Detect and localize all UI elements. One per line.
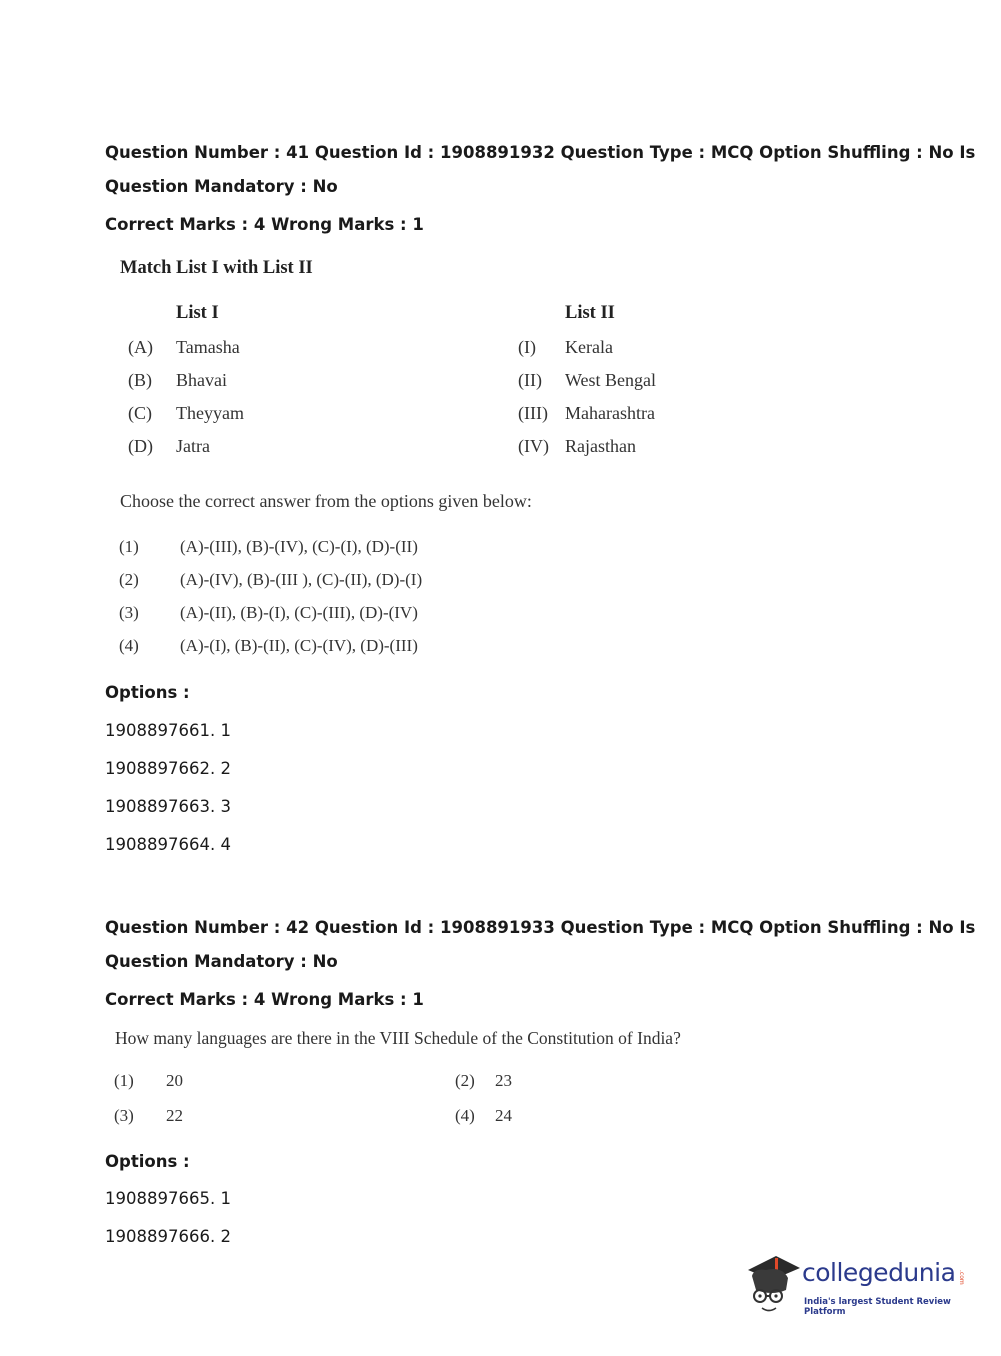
mascot-icon (742, 1250, 802, 1320)
collegedunia-logo[interactable] (742, 1250, 972, 1320)
list1-label: (D) (128, 436, 153, 456)
choice-number: (1) (119, 537, 139, 556)
choice-text: (A)-(IV), (B)-(III ), (C)-(II), (D)-(I) (180, 570, 423, 589)
q41-list1-header: List I (176, 303, 219, 323)
list1-item: Bhavai (176, 370, 227, 390)
list1-label: (C) (128, 403, 152, 423)
choice-text: (A)-(II), (B)-(I), (C)-(III), (D)-(IV) (180, 603, 418, 622)
list1-label: (B) (128, 370, 152, 390)
logo-wordmark: collegedunia (802, 1258, 956, 1287)
option-id: 1908897663. 3 (105, 797, 231, 816)
q42-options-label: Options : (105, 1152, 190, 1171)
option-id: 1908897665. 1 (105, 1189, 231, 1208)
list2-item: Rajasthan (565, 436, 636, 456)
list2-item: West Bengal (565, 370, 657, 390)
list1-item: Jatra (176, 436, 210, 456)
q41-list2-header: List II (565, 303, 615, 323)
q42-meta-line2: Question Mandatory : No (105, 952, 338, 971)
q41-marks: Correct Marks : 4 Wrong Marks : 1 (105, 215, 424, 234)
logo-domain-suffix: .com (958, 1270, 965, 1285)
list1-item: Theyyam (176, 403, 244, 423)
choice-number: (2) (455, 1071, 475, 1090)
choice-text: 23 (495, 1071, 512, 1090)
list1-item: Tamasha (176, 337, 240, 357)
choice-text: (A)-(III), (B)-(IV), (C)-(I), (D)-(II) (180, 537, 418, 556)
choice-number: (2) (119, 570, 139, 589)
q41-prompt: Match List I with List II (120, 258, 313, 278)
option-id: 1908897664. 4 (105, 835, 231, 854)
logo-tagline: India's largest Student Review Platform (804, 1297, 951, 1317)
list2-item: Maharashtra (565, 403, 655, 423)
choice-number: (1) (114, 1071, 134, 1090)
choice-number: (4) (119, 636, 139, 655)
q41-choose-instruction: Choose the correct answer from the options given below: (120, 491, 532, 511)
list2-label: (IV) (518, 436, 549, 456)
q41-options-label: Options : (105, 683, 190, 702)
q41-meta-line1: Question Number : 41 Question Id : 1908891932 Question Type : MCQ Option Shuffling : No Is (105, 143, 976, 162)
choice-number: (3) (119, 603, 139, 622)
list2-item: Kerala (565, 337, 613, 357)
choice-number: (3) (114, 1106, 134, 1125)
list2-label: (I) (518, 337, 536, 357)
choice-text: 20 (166, 1071, 183, 1090)
choice-text: 22 (166, 1106, 183, 1125)
q42-marks: Correct Marks : 4 Wrong Marks : 1 (105, 990, 424, 1009)
choice-text: (A)-(I), (B)-(II), (C)-(IV), (D)-(III) (180, 636, 418, 655)
q42-prompt: How many languages are there in the VIII Schedule of the Constitution of India? (115, 1028, 681, 1048)
list2-label: (II) (518, 370, 542, 390)
option-id: 1908897666. 2 (105, 1227, 231, 1246)
q42-meta-line1: Question Number : 42 Question Id : 1908891933 Question Type : MCQ Option Shuffling : No Is (105, 918, 976, 937)
option-id: 1908897662. 2 (105, 759, 231, 778)
q41-meta-line2: Question Mandatory : No (105, 177, 338, 196)
choice-number: (4) (455, 1106, 475, 1125)
option-id: 1908897661. 1 (105, 721, 231, 740)
choice-text: 24 (495, 1106, 512, 1125)
list2-label: (III) (518, 403, 548, 423)
list1-label: (A) (128, 337, 153, 357)
